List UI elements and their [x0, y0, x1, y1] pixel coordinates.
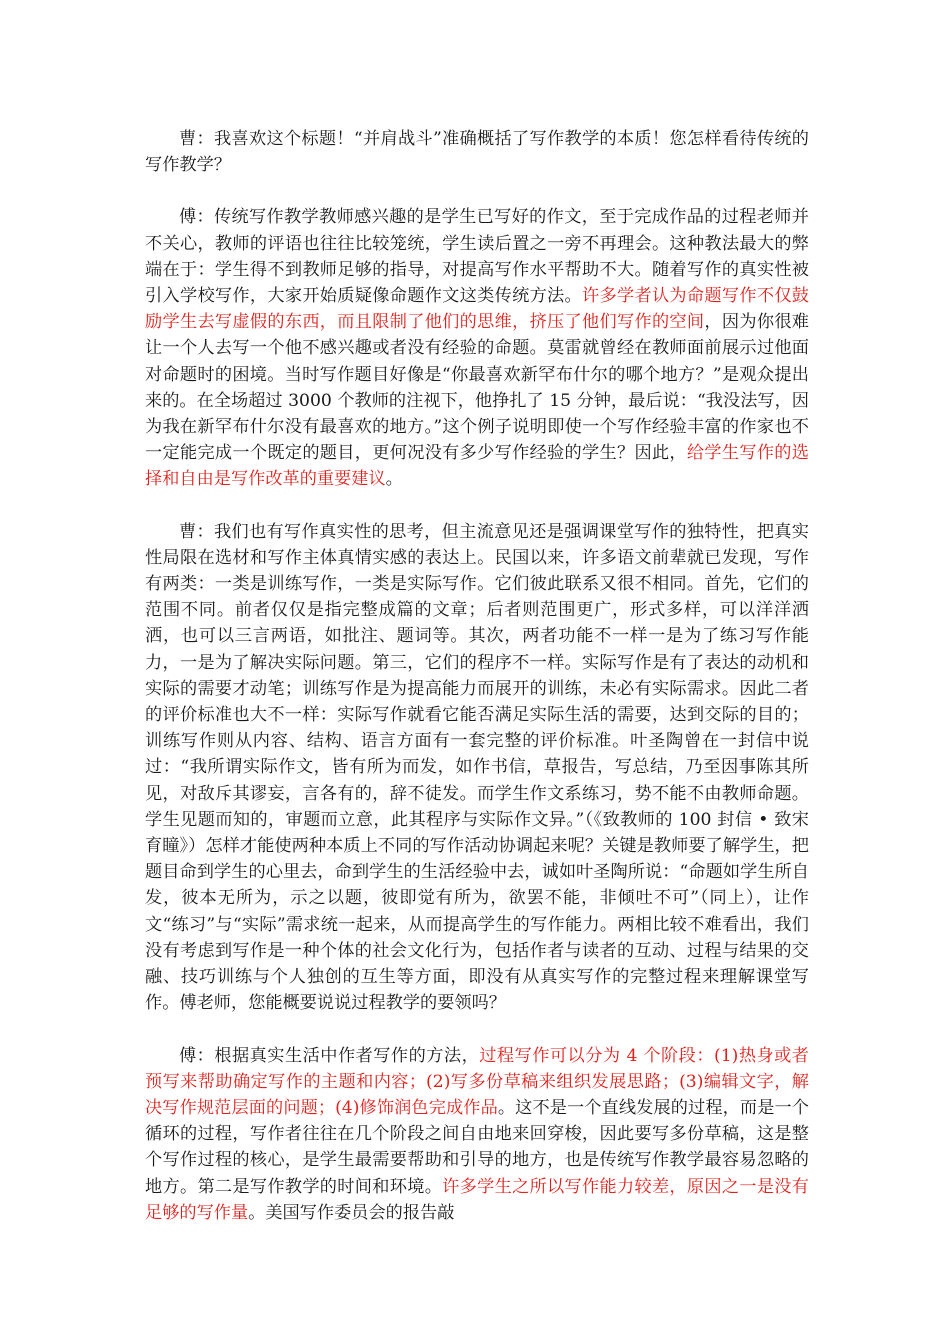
- highlighted-text: 给学生写作的选择和自由是写作改革的重要建议: [145, 443, 809, 490]
- text-run: 曹：我喜欢这个标题！“并肩战斗”准确概括了写作教学的本质！您怎样看待传统的写作教学？: [145, 129, 809, 176]
- paragraph-fu-2: [145, 1043, 809, 1226]
- paragraph-cao-1: [145, 126, 809, 178]
- highlighted-text: 许多学生之所以写作能力较差，原因之一是没有足够的写作量: [145, 1176, 809, 1223]
- text-run: 。美国写作委员会的报告敲: [248, 1202, 455, 1223]
- text-run: 傅：根据真实生活中作者写作的方法，: [179, 1045, 480, 1066]
- paragraph-fu-1: [145, 204, 809, 492]
- text-run: 傅：传统写作教学教师感兴趣的是学生已写好的作文，至于完成作品的过程老师并不关心，教师的评语也往往比较笼统，学生读后置之一旁不再理会。这种教法最大的弊端在于：学生得不到教师足够的指导，对提高写作水平帮助不大。随着写作的真实性被引入学校写作，大家开始质疑像命题作文这类传统方法。: [145, 207, 809, 307]
- paragraph-cao-2: [145, 519, 809, 1017]
- text-run: 。: [385, 469, 403, 490]
- text-run: 曹：我们也有写作真实性的思考，但主流意见还是强调课堂写作的独特性，把真实性局限在选材和写作主体真情实感的表达上。民国以来，许多语文前辈就已发现，写作有两类：一类是训练写作，一类是实际写作。它们彼此联系又很不相同。首先，它们的范围不同。前者仅仅是指完整成篇的文章；后者则范围更广，形式多样，可以洋洋洒洒，也可以三言两语，如批注、题词等。其次，两者功能不一样一是为了练习写作能力，一是为了解决实际问题。第三，它们的程序不一样。实际写作是有了表达的动机和实际的需要才动笔；训练写作是为提高能力而展开的训练，未必有实际需求。因此二者的评价标准也大不一样：实际写作就看它能否满足实际生活的需要，达到交际的目的；训练写作则从内容、结构、语言方面有一套完整的评价标准。叶圣陶曾在一封信中说过：“我所谓实际作文，皆有所为而发，如作书信，草报告，写总结，乃至因事陈其所见，对敌斥其谬妄，言各有的，辞不徒发。而学生作文系练习，势不能不由教师命题。学生见题而知的，审题而立意，此其程序与实际作文异。”（《致教师的 100 封信 • 致宋育瞳》）怎样才能使两种本质上不同的写作活动协调起来呢？关键是教师要了解学生，把题目命到学生的心里去，命到学生的生活经验中去，诚如叶圣陶所说：“命题如学生所自发，彼本无所为，示之以题，彼即觉有所为，欲罢不能，非倾吐不可”（同上），让作文“练习”与“实际”需求统一起来，从而提高学生的写作能力。两相比较不难看出，我们没有考虑到写作是一种个体的社会文化行为，包括作者与读者的互动、过程与结果的交融、技巧训练与个人独创的互生等方面，即没有从真实写作的完整过程来理解课堂写作。傅老师，您能概要说说过程教学的要领吗？: [145, 521, 809, 1014]
- document-body: [145, 126, 809, 1252]
- highlighted-text: 许多学者认为命题写作不仅鼓励学生去写虚假的东西，而且限制了他们的思维，挤压了他们写作的空间: [145, 286, 809, 333]
- text-run: ，因为你很难让一个人去写一个他不感兴趣或者没有经验的命题。莫雷就曾经在教师面前展示过他面对命题时的困境。当时写作题目好像是“你最喜欢新罕布什尔的哪个地方？”是观众提出来的。在全场超过 3000 个教师的注视下，他挣扎了 15 分钟，最后说：“我没法写，因为我在新罕布什尔没有最喜欢的地方。”这个例子说明即使一个写作经验丰富的作家也不一定能完成一个既定的题目，更何况没有多少写作经验的学生？因此，: [145, 312, 809, 464]
- text-run: 。这不是一个直线发展的过程，而是一个循环的过程，写作者往往在几个阶段之间自由地来回穿梭，因此要写多份草稿，这是整个写作过程的核心，是学生最需要帮助和引导的地方，也是传统写作教学最容易忽略的地方。第二是写作教学的时间和环境。: [145, 1097, 809, 1197]
- highlighted-text: 过程写作可以分为 4 个阶段：(1)热身或者预写来帮助确定写作的主题和内容；(2)写多份草稿来组织发展思路；(3)编辑文字，解决写作规范层面的问题；(4)修饰润色完成作品: [145, 1045, 809, 1118]
